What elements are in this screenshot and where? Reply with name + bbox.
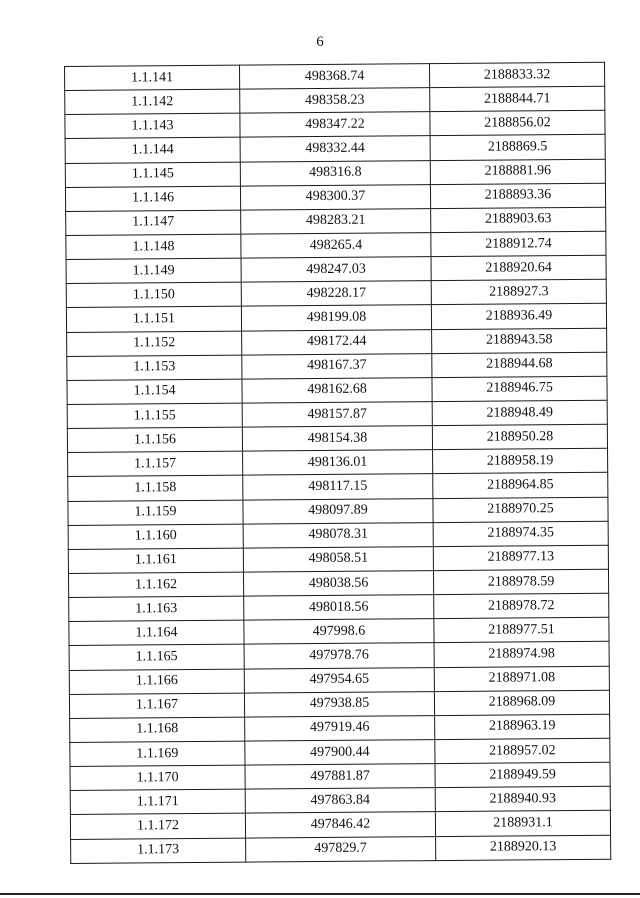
x-coordinate-cell: 498167.37 xyxy=(242,353,432,379)
point-id-cell: 1.1.146 xyxy=(65,186,240,212)
x-coordinate-cell: 497954.65 xyxy=(244,667,434,693)
coordinates-table xyxy=(64,62,611,864)
y-coordinate-cell: 2188869.5 xyxy=(430,135,605,161)
y-coordinate-cell: 2188856.02 xyxy=(430,111,605,137)
point-id-cell: 1.1.148 xyxy=(66,234,241,260)
x-coordinate-cell: 498154.38 xyxy=(242,426,432,452)
y-coordinate-cell: 2188978.72 xyxy=(434,593,609,619)
point-id-cell: 1.1.153 xyxy=(67,355,242,381)
point-id-cell: 1.1.172 xyxy=(70,813,245,839)
table-row xyxy=(71,835,611,863)
point-id-cell: 1.1.142 xyxy=(65,89,240,115)
point-id-cell: 1.1.145 xyxy=(65,162,240,188)
point-id-cell: 1.1.143 xyxy=(65,113,240,139)
y-coordinate-cell: 2188931.1 xyxy=(435,811,610,837)
x-coordinate-cell: 497829.7 xyxy=(246,836,436,862)
point-id-cell: 1.1.163 xyxy=(69,596,244,622)
y-coordinate-cell: 2188927.3 xyxy=(431,280,606,306)
point-id-cell: 1.1.173 xyxy=(71,838,246,864)
point-id-cell: 1.1.150 xyxy=(66,282,241,308)
point-id-cell: 1.1.144 xyxy=(65,138,240,164)
x-coordinate-cell: 498199.08 xyxy=(241,305,431,331)
x-coordinate-cell: 498332.44 xyxy=(240,136,430,162)
y-coordinate-cell: 2188949.59 xyxy=(435,762,610,788)
x-coordinate-cell: 498117.15 xyxy=(243,474,433,500)
x-coordinate-cell: 498157.87 xyxy=(242,402,432,428)
y-coordinate-cell: 2188944.68 xyxy=(432,352,607,378)
point-id-cell: 1.1.171 xyxy=(70,789,245,815)
point-id-cell: 1.1.161 xyxy=(68,548,243,574)
y-coordinate-cell: 2188964.85 xyxy=(433,473,608,499)
bottom-border xyxy=(0,893,640,895)
y-coordinate-cell: 2188977.51 xyxy=(434,617,609,643)
point-id-cell: 1.1.158 xyxy=(68,475,243,501)
x-coordinate-cell: 498018.56 xyxy=(244,595,434,621)
y-coordinate-cell: 2188948.49 xyxy=(432,400,607,426)
x-coordinate-cell: 498078.31 xyxy=(243,522,433,548)
x-coordinate-cell: 498347.22 xyxy=(240,112,430,138)
y-coordinate-cell: 2188893.36 xyxy=(430,183,605,209)
y-coordinate-cell: 2188968.09 xyxy=(434,690,609,716)
point-id-cell: 1.1.157 xyxy=(68,451,243,477)
point-id-cell: 1.1.168 xyxy=(70,717,245,743)
x-coordinate-cell: 497900.44 xyxy=(245,740,435,766)
x-coordinate-cell: 498316.8 xyxy=(240,160,430,186)
x-coordinate-cell: 497938.85 xyxy=(244,691,434,717)
y-coordinate-cell: 2188903.63 xyxy=(431,207,606,233)
y-coordinate-cell: 2188974.98 xyxy=(434,642,609,668)
y-coordinate-cell: 2188977.13 xyxy=(433,545,608,571)
y-coordinate-cell: 2188881.96 xyxy=(430,159,605,185)
y-coordinate-cell: 2188957.02 xyxy=(435,738,610,764)
x-coordinate-cell: 498172.44 xyxy=(242,329,432,355)
x-coordinate-cell: 498162.68 xyxy=(242,377,432,403)
point-id-cell: 1.1.162 xyxy=(68,572,243,598)
x-coordinate-cell: 497998.6 xyxy=(244,619,434,645)
x-coordinate-cell: 497846.42 xyxy=(245,812,435,838)
point-id-cell: 1.1.167 xyxy=(69,693,244,719)
x-coordinate-cell: 498228.17 xyxy=(241,281,431,307)
point-id-cell: 1.1.164 xyxy=(69,620,244,646)
x-coordinate-cell: 497919.46 xyxy=(245,715,435,741)
y-coordinate-cell: 2188963.19 xyxy=(435,714,610,740)
x-coordinate-cell: 498358.23 xyxy=(240,88,430,114)
y-coordinate-cell: 2188974.35 xyxy=(433,521,608,547)
y-coordinate-cell: 2188978.59 xyxy=(433,569,608,595)
x-coordinate-cell: 498300.37 xyxy=(240,184,430,210)
point-id-cell: 1.1.160 xyxy=(68,524,243,550)
x-coordinate-cell: 498265.4 xyxy=(241,233,431,259)
point-id-cell: 1.1.155 xyxy=(67,403,242,429)
x-coordinate-cell: 498058.51 xyxy=(243,546,433,572)
x-coordinate-cell: 497881.87 xyxy=(245,764,435,790)
y-coordinate-cell: 2188936.49 xyxy=(431,304,606,330)
point-id-cell: 1.1.165 xyxy=(69,644,244,670)
y-coordinate-cell: 2188970.25 xyxy=(433,497,608,523)
y-coordinate-cell: 2188958.19 xyxy=(433,448,608,474)
x-coordinate-cell: 498368.74 xyxy=(239,64,429,90)
x-coordinate-cell: 498247.03 xyxy=(241,257,431,283)
point-id-cell: 1.1.149 xyxy=(66,258,241,284)
page-number: 6 xyxy=(316,34,324,50)
y-coordinate-cell: 2188920.13 xyxy=(436,835,611,861)
point-id-cell: 1.1.159 xyxy=(68,500,243,526)
point-id-cell: 1.1.151 xyxy=(66,307,241,333)
point-id-cell: 1.1.154 xyxy=(67,379,242,405)
y-coordinate-cell: 2188844.71 xyxy=(430,86,605,112)
point-id-cell: 1.1.156 xyxy=(67,427,242,453)
x-coordinate-cell: 498283.21 xyxy=(241,208,431,234)
x-coordinate-cell: 498097.89 xyxy=(243,498,433,524)
point-id-cell: 1.1.170 xyxy=(70,765,245,791)
point-id-cell: 1.1.152 xyxy=(67,331,242,357)
point-id-cell: 1.1.166 xyxy=(69,669,244,695)
y-coordinate-cell: 2188950.28 xyxy=(432,424,607,450)
x-coordinate-cell: 497978.76 xyxy=(244,643,434,669)
y-coordinate-cell: 2188912.74 xyxy=(431,231,606,257)
point-id-cell: 1.1.141 xyxy=(65,65,240,91)
y-coordinate-cell: 2188946.75 xyxy=(432,376,607,402)
y-coordinate-cell: 2188943.58 xyxy=(432,328,607,354)
x-coordinate-cell: 498136.01 xyxy=(243,450,433,476)
x-coordinate-cell: 498038.56 xyxy=(243,571,433,597)
y-coordinate-cell: 2188833.32 xyxy=(429,62,604,88)
y-coordinate-cell: 2188971.08 xyxy=(434,666,609,692)
point-id-cell: 1.1.147 xyxy=(66,210,241,236)
y-coordinate-cell: 2188940.93 xyxy=(435,786,610,812)
point-id-cell: 1.1.169 xyxy=(70,741,245,767)
x-coordinate-cell: 497863.84 xyxy=(245,788,435,814)
coordinates-table-body xyxy=(65,62,611,863)
y-coordinate-cell: 2188920.64 xyxy=(431,255,606,281)
